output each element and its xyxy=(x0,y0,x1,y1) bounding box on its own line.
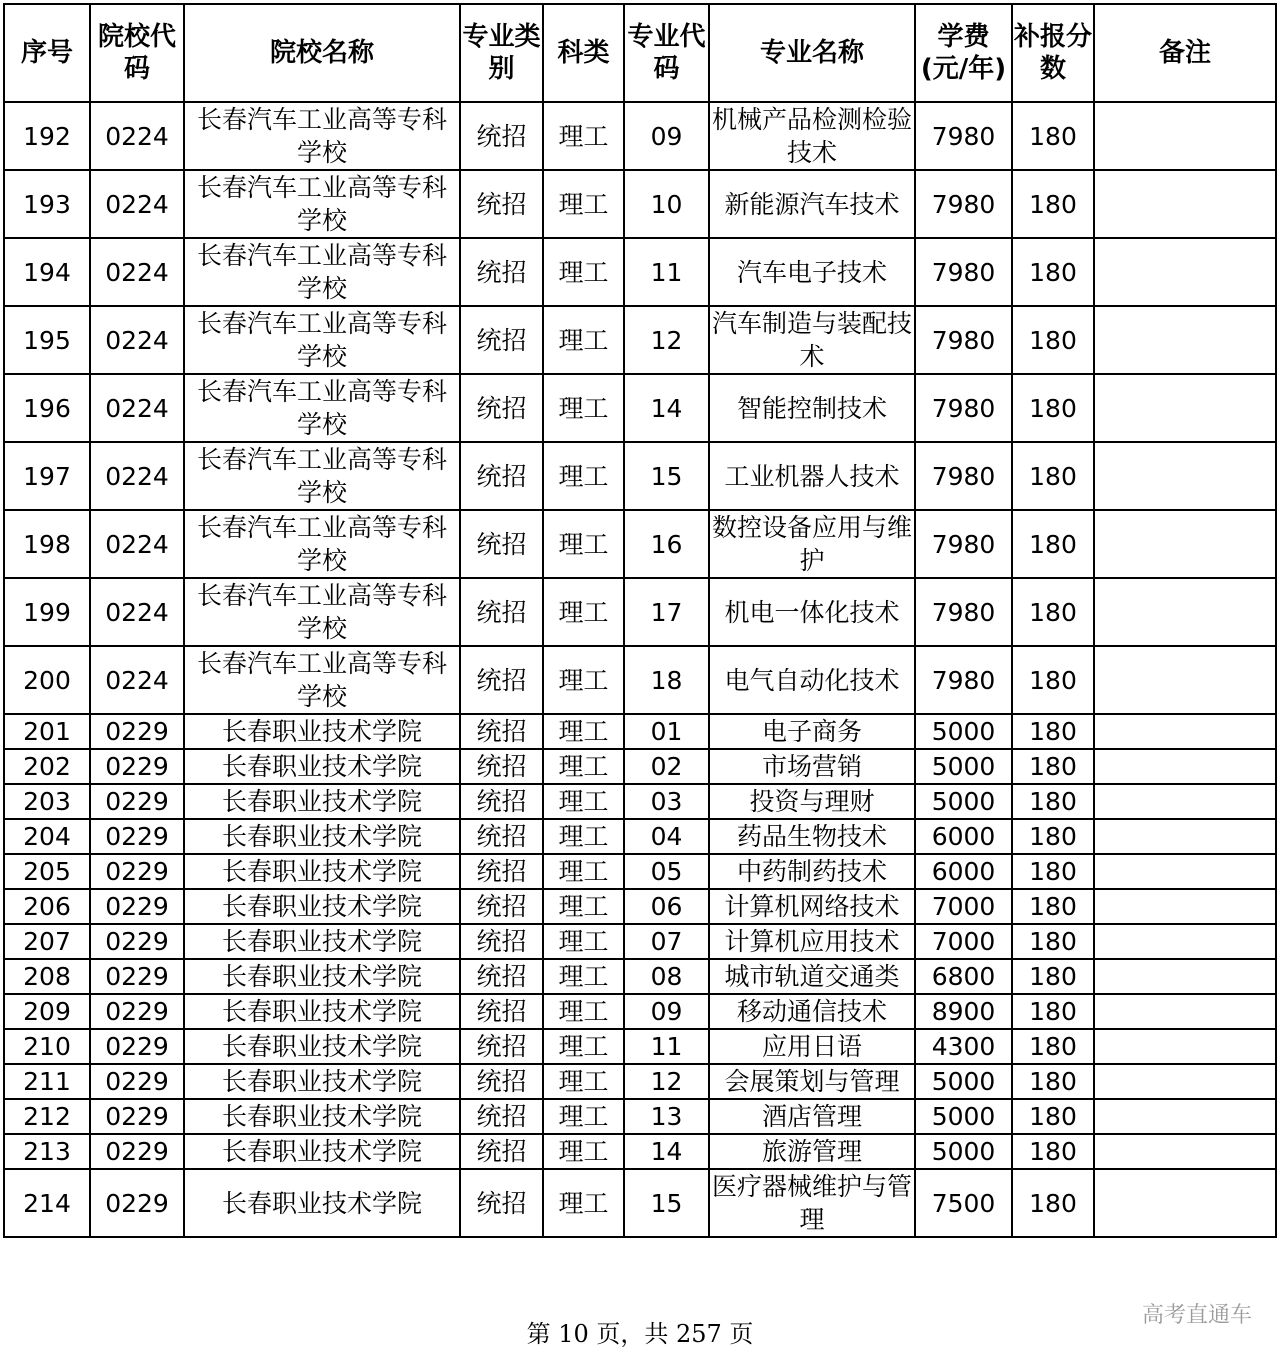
cell-school-code: 0224 xyxy=(90,442,184,510)
cell-school-code: 0224 xyxy=(90,306,184,374)
cell-school-name: 长春职业技术学院 xyxy=(184,1029,460,1064)
cell-program-category: 统招 xyxy=(460,1169,543,1237)
cell-supplementary-score: 180 xyxy=(1012,889,1094,924)
cell-major-name: 电气自动化技术 xyxy=(709,646,915,714)
cell-subject-type: 理工 xyxy=(543,1134,624,1169)
cell-major-name: 新能源汽车技术 xyxy=(709,170,915,238)
cell-school-code: 0229 xyxy=(90,1099,184,1134)
cell-major-name: 会展策划与管理 xyxy=(709,1064,915,1099)
cell-school-code: 0229 xyxy=(90,959,184,994)
cell-supplementary-score: 180 xyxy=(1012,578,1094,646)
header-program-category: 专业类别 xyxy=(460,4,543,102)
cell-program-category: 统招 xyxy=(460,749,543,784)
cell-supplementary-score: 180 xyxy=(1012,994,1094,1029)
cell-program-category: 统招 xyxy=(460,1099,543,1134)
cell-major-code: 17 xyxy=(624,578,709,646)
cell-school-name: 长春职业技术学院 xyxy=(184,1099,460,1134)
cell-major-name: 中药制药技术 xyxy=(709,854,915,889)
cell-major-name: 汽车制造与装配技术 xyxy=(709,306,915,374)
cell-supplementary-score: 180 xyxy=(1012,238,1094,306)
table-row xyxy=(4,714,1276,749)
table-row xyxy=(4,1064,1276,1099)
cell-program-category: 统招 xyxy=(460,889,543,924)
cell-subject-type: 理工 xyxy=(543,994,624,1029)
cell-school-name: 长春汽车工业高等专科学校 xyxy=(184,374,460,442)
cell-major-code: 08 xyxy=(624,959,709,994)
cell-supplementary-score: 180 xyxy=(1012,102,1094,170)
cell-remarks xyxy=(1094,819,1276,854)
cell-subject-type: 理工 xyxy=(543,1029,624,1064)
cell-major-name: 智能控制技术 xyxy=(709,374,915,442)
cell-index: 209 xyxy=(4,994,90,1029)
cell-major-code: 10 xyxy=(624,170,709,238)
cell-supplementary-score: 180 xyxy=(1012,959,1094,994)
table-row xyxy=(4,1134,1276,1169)
cell-remarks xyxy=(1094,1099,1276,1134)
cell-school-name: 长春汽车工业高等专科学校 xyxy=(184,306,460,374)
header-index: 序号 xyxy=(4,4,90,102)
header-school-name: 院校名称 xyxy=(184,4,460,102)
cell-supplementary-score: 180 xyxy=(1012,854,1094,889)
cell-subject-type: 理工 xyxy=(543,510,624,578)
cell-major-code: 16 xyxy=(624,510,709,578)
table-row xyxy=(4,889,1276,924)
cell-index: 197 xyxy=(4,442,90,510)
cell-major-code: 02 xyxy=(624,749,709,784)
cell-remarks xyxy=(1094,510,1276,578)
cell-major-name: 投资与理财 xyxy=(709,784,915,819)
cell-supplementary-score: 180 xyxy=(1012,714,1094,749)
cell-school-code: 0229 xyxy=(90,1029,184,1064)
cell-subject-type: 理工 xyxy=(543,374,624,442)
cell-tuition: 6000 xyxy=(915,819,1012,854)
cell-subject-type: 理工 xyxy=(543,646,624,714)
table-header-row xyxy=(4,4,1276,102)
cell-school-name: 长春职业技术学院 xyxy=(184,994,460,1029)
cell-school-name: 长春汽车工业高等专科学校 xyxy=(184,510,460,578)
cell-school-name: 长春职业技术学院 xyxy=(184,889,460,924)
cell-program-category: 统招 xyxy=(460,994,543,1029)
cell-index: 193 xyxy=(4,170,90,238)
cell-tuition: 7000 xyxy=(915,924,1012,959)
table-row xyxy=(4,1029,1276,1064)
cell-major-name: 工业机器人技术 xyxy=(709,442,915,510)
header-school-code: 院校代码 xyxy=(90,4,184,102)
cell-school-code: 0229 xyxy=(90,714,184,749)
cell-major-name: 电子商务 xyxy=(709,714,915,749)
cell-school-code: 0224 xyxy=(90,102,184,170)
cell-program-category: 统招 xyxy=(460,714,543,749)
cell-index: 212 xyxy=(4,1099,90,1134)
cell-major-name: 旅游管理 xyxy=(709,1134,915,1169)
admission-table xyxy=(3,3,1277,1238)
table-body xyxy=(4,102,1276,1237)
cell-major-code: 09 xyxy=(624,994,709,1029)
cell-school-code: 0229 xyxy=(90,749,184,784)
cell-major-code: 04 xyxy=(624,819,709,854)
cell-tuition: 7980 xyxy=(915,578,1012,646)
cell-subject-type: 理工 xyxy=(543,102,624,170)
table-row xyxy=(4,442,1276,510)
cell-subject-type: 理工 xyxy=(543,1064,624,1099)
cell-index: 207 xyxy=(4,924,90,959)
cell-subject-type: 理工 xyxy=(543,749,624,784)
cell-major-code: 01 xyxy=(624,714,709,749)
cell-major-name: 计算机网络技术 xyxy=(709,889,915,924)
cell-tuition: 7980 xyxy=(915,646,1012,714)
cell-supplementary-score: 180 xyxy=(1012,1064,1094,1099)
cell-school-name: 长春汽车工业高等专科学校 xyxy=(184,442,460,510)
cell-major-code: 13 xyxy=(624,1099,709,1134)
table-row xyxy=(4,102,1276,170)
cell-index: 210 xyxy=(4,1029,90,1064)
cell-remarks xyxy=(1094,1064,1276,1099)
cell-program-category: 统招 xyxy=(460,924,543,959)
cell-subject-type: 理工 xyxy=(543,819,624,854)
cell-school-name: 长春职业技术学院 xyxy=(184,819,460,854)
cell-index: 203 xyxy=(4,784,90,819)
cell-school-name: 长春职业技术学院 xyxy=(184,854,460,889)
table-row xyxy=(4,374,1276,442)
cell-tuition: 5000 xyxy=(915,1064,1012,1099)
cell-school-name: 长春职业技术学院 xyxy=(184,1134,460,1169)
cell-school-code: 0229 xyxy=(90,994,184,1029)
cell-school-code: 0229 xyxy=(90,1169,184,1237)
cell-major-name: 机械产品检测检验技术 xyxy=(709,102,915,170)
table-row xyxy=(4,854,1276,889)
table-row xyxy=(4,749,1276,784)
cell-program-category: 统招 xyxy=(460,854,543,889)
cell-school-name: 长春职业技术学院 xyxy=(184,959,460,994)
cell-remarks xyxy=(1094,714,1276,749)
cell-subject-type: 理工 xyxy=(543,170,624,238)
cell-major-code: 03 xyxy=(624,784,709,819)
cell-major-name: 城市轨道交通类 xyxy=(709,959,915,994)
cell-school-name: 长春汽车工业高等专科学校 xyxy=(184,646,460,714)
cell-index: 195 xyxy=(4,306,90,374)
cell-program-category: 统招 xyxy=(460,1064,543,1099)
cell-supplementary-score: 180 xyxy=(1012,1029,1094,1064)
cell-index: 198 xyxy=(4,510,90,578)
cell-tuition: 7980 xyxy=(915,170,1012,238)
cell-remarks xyxy=(1094,578,1276,646)
cell-school-code: 0224 xyxy=(90,238,184,306)
cell-school-name: 长春职业技术学院 xyxy=(184,1064,460,1099)
cell-tuition: 7980 xyxy=(915,306,1012,374)
table-row xyxy=(4,170,1276,238)
cell-remarks xyxy=(1094,749,1276,784)
cell-supplementary-score: 180 xyxy=(1012,646,1094,714)
cell-program-category: 统招 xyxy=(460,238,543,306)
cell-major-code: 15 xyxy=(624,442,709,510)
cell-remarks xyxy=(1094,170,1276,238)
cell-school-name: 长春职业技术学院 xyxy=(184,784,460,819)
cell-tuition: 7980 xyxy=(915,238,1012,306)
cell-remarks xyxy=(1094,854,1276,889)
table-row xyxy=(4,510,1276,578)
cell-major-code: 06 xyxy=(624,889,709,924)
cell-subject-type: 理工 xyxy=(543,959,624,994)
cell-supplementary-score: 180 xyxy=(1012,1099,1094,1134)
cell-index: 194 xyxy=(4,238,90,306)
cell-index: 200 xyxy=(4,646,90,714)
cell-tuition: 4300 xyxy=(915,1029,1012,1064)
cell-school-code: 0229 xyxy=(90,784,184,819)
table-row xyxy=(4,1169,1276,1237)
cell-major-name: 移动通信技术 xyxy=(709,994,915,1029)
cell-tuition: 6800 xyxy=(915,959,1012,994)
cell-major-name: 市场营销 xyxy=(709,749,915,784)
cell-program-category: 统招 xyxy=(460,819,543,854)
cell-major-name: 数控设备应用与维护 xyxy=(709,510,915,578)
table-row xyxy=(4,578,1276,646)
cell-school-code: 0229 xyxy=(90,889,184,924)
header-supplementary-score: 补报分数 xyxy=(1012,4,1094,102)
cell-program-category: 统招 xyxy=(460,510,543,578)
header-subject-type: 科类 xyxy=(543,4,624,102)
cell-major-name: 应用日语 xyxy=(709,1029,915,1064)
cell-supplementary-score: 180 xyxy=(1012,510,1094,578)
cell-major-code: 12 xyxy=(624,306,709,374)
cell-major-code: 14 xyxy=(624,1134,709,1169)
cell-index: 204 xyxy=(4,819,90,854)
cell-major-code: 07 xyxy=(624,924,709,959)
cell-tuition: 7980 xyxy=(915,374,1012,442)
cell-program-category: 统招 xyxy=(460,784,543,819)
cell-school-code: 0224 xyxy=(90,510,184,578)
cell-index: 201 xyxy=(4,714,90,749)
cell-supplementary-score: 180 xyxy=(1012,1169,1094,1237)
cell-supplementary-score: 180 xyxy=(1012,306,1094,374)
cell-school-code: 0224 xyxy=(90,170,184,238)
cell-major-code: 11 xyxy=(624,238,709,306)
cell-tuition: 5000 xyxy=(915,714,1012,749)
cell-remarks xyxy=(1094,784,1276,819)
cell-tuition: 5000 xyxy=(915,1099,1012,1134)
cell-tuition: 5000 xyxy=(915,1134,1012,1169)
cell-supplementary-score: 180 xyxy=(1012,170,1094,238)
cell-index: 196 xyxy=(4,374,90,442)
cell-tuition: 5000 xyxy=(915,784,1012,819)
cell-index: 206 xyxy=(4,889,90,924)
cell-school-code: 0229 xyxy=(90,819,184,854)
table-row xyxy=(4,784,1276,819)
cell-major-code: 18 xyxy=(624,646,709,714)
cell-supplementary-score: 180 xyxy=(1012,1134,1094,1169)
table-row xyxy=(4,994,1276,1029)
cell-remarks xyxy=(1094,646,1276,714)
cell-major-code: 09 xyxy=(624,102,709,170)
cell-index: 211 xyxy=(4,1064,90,1099)
cell-program-category: 统招 xyxy=(460,306,543,374)
cell-remarks xyxy=(1094,238,1276,306)
cell-school-name: 长春汽车工业高等专科学校 xyxy=(184,238,460,306)
cell-subject-type: 理工 xyxy=(543,924,624,959)
cell-subject-type: 理工 xyxy=(543,578,624,646)
cell-subject-type: 理工 xyxy=(543,238,624,306)
header-remarks: 备注 xyxy=(1094,4,1276,102)
cell-remarks xyxy=(1094,994,1276,1029)
cell-remarks xyxy=(1094,442,1276,510)
cell-remarks xyxy=(1094,1029,1276,1064)
cell-index: 192 xyxy=(4,102,90,170)
cell-remarks xyxy=(1094,959,1276,994)
cell-index: 214 xyxy=(4,1169,90,1237)
cell-school-code: 0224 xyxy=(90,374,184,442)
cell-supplementary-score: 180 xyxy=(1012,374,1094,442)
cell-tuition: 6000 xyxy=(915,854,1012,889)
header-major-code: 专业代码 xyxy=(624,4,709,102)
cell-remarks xyxy=(1094,1134,1276,1169)
cell-tuition: 7980 xyxy=(915,102,1012,170)
cell-supplementary-score: 180 xyxy=(1012,749,1094,784)
cell-major-name: 医疗器械维护与管理 xyxy=(709,1169,915,1237)
cell-major-code: 12 xyxy=(624,1064,709,1099)
cell-index: 199 xyxy=(4,578,90,646)
cell-tuition: 7980 xyxy=(915,510,1012,578)
cell-tuition: 5000 xyxy=(915,749,1012,784)
cell-remarks xyxy=(1094,306,1276,374)
cell-supplementary-score: 180 xyxy=(1012,819,1094,854)
cell-program-category: 统招 xyxy=(460,1029,543,1064)
cell-school-code: 0224 xyxy=(90,578,184,646)
cell-school-name: 长春职业技术学院 xyxy=(184,924,460,959)
cell-program-category: 统招 xyxy=(460,374,543,442)
cell-major-name: 酒店管理 xyxy=(709,1099,915,1134)
cell-subject-type: 理工 xyxy=(543,889,624,924)
table-row xyxy=(4,959,1276,994)
cell-supplementary-score: 180 xyxy=(1012,924,1094,959)
cell-major-code: 05 xyxy=(624,854,709,889)
cell-major-code: 15 xyxy=(624,1169,709,1237)
page-number-footer: 第 10 页，共 257 页 xyxy=(526,1320,754,1348)
cell-program-category: 统招 xyxy=(460,578,543,646)
cell-school-code: 0229 xyxy=(90,854,184,889)
cell-major-code: 11 xyxy=(624,1029,709,1064)
cell-subject-type: 理工 xyxy=(543,714,624,749)
header-tuition: 学费(元/年) xyxy=(915,4,1012,102)
cell-supplementary-score: 180 xyxy=(1012,784,1094,819)
cell-school-name: 长春汽车工业高等专科学校 xyxy=(184,102,460,170)
cell-remarks xyxy=(1094,102,1276,170)
cell-subject-type: 理工 xyxy=(543,1169,624,1237)
cell-school-name: 长春汽车工业高等专科学校 xyxy=(184,578,460,646)
cell-program-category: 统招 xyxy=(460,1134,543,1169)
cell-program-category: 统招 xyxy=(460,442,543,510)
cell-school-code: 0229 xyxy=(90,1134,184,1169)
cell-major-name: 汽车电子技术 xyxy=(709,238,915,306)
cell-major-name: 计算机应用技术 xyxy=(709,924,915,959)
cell-remarks xyxy=(1094,374,1276,442)
cell-major-name: 药品生物技术 xyxy=(709,819,915,854)
cell-remarks xyxy=(1094,924,1276,959)
cell-index: 213 xyxy=(4,1134,90,1169)
cell-school-name: 长春职业技术学院 xyxy=(184,714,460,749)
table-row xyxy=(4,924,1276,959)
table-row xyxy=(4,819,1276,854)
header-major-name: 专业名称 xyxy=(709,4,915,102)
cell-subject-type: 理工 xyxy=(543,784,624,819)
cell-program-category: 统招 xyxy=(460,170,543,238)
cell-subject-type: 理工 xyxy=(543,1099,624,1134)
cell-program-category: 统招 xyxy=(460,959,543,994)
cell-school-code: 0229 xyxy=(90,924,184,959)
cell-tuition: 7500 xyxy=(915,1169,1012,1237)
cell-program-category: 统招 xyxy=(460,102,543,170)
cell-remarks xyxy=(1094,1169,1276,1237)
cell-major-code: 14 xyxy=(624,374,709,442)
table-row xyxy=(4,1099,1276,1134)
cell-school-name: 长春职业技术学院 xyxy=(184,749,460,784)
table-row xyxy=(4,646,1276,714)
cell-subject-type: 理工 xyxy=(543,854,624,889)
cell-remarks xyxy=(1094,889,1276,924)
cell-subject-type: 理工 xyxy=(543,306,624,374)
cell-major-name: 机电一体化技术 xyxy=(709,578,915,646)
cell-tuition: 7980 xyxy=(915,442,1012,510)
cell-tuition: 7000 xyxy=(915,889,1012,924)
cell-supplementary-score: 180 xyxy=(1012,442,1094,510)
cell-index: 202 xyxy=(4,749,90,784)
watermark-text: 高考直通车 xyxy=(1141,1303,1252,1328)
table-row xyxy=(4,238,1276,306)
cell-index: 205 xyxy=(4,854,90,889)
cell-subject-type: 理工 xyxy=(543,442,624,510)
cell-school-name: 长春汽车工业高等专科学校 xyxy=(184,170,460,238)
cell-index: 208 xyxy=(4,959,90,994)
cell-school-name: 长春职业技术学院 xyxy=(184,1169,460,1237)
cell-school-code: 0229 xyxy=(90,1064,184,1099)
cell-program-category: 统招 xyxy=(460,646,543,714)
cell-tuition: 8900 xyxy=(915,994,1012,1029)
cell-school-code: 0224 xyxy=(90,646,184,714)
table-row xyxy=(4,306,1276,374)
